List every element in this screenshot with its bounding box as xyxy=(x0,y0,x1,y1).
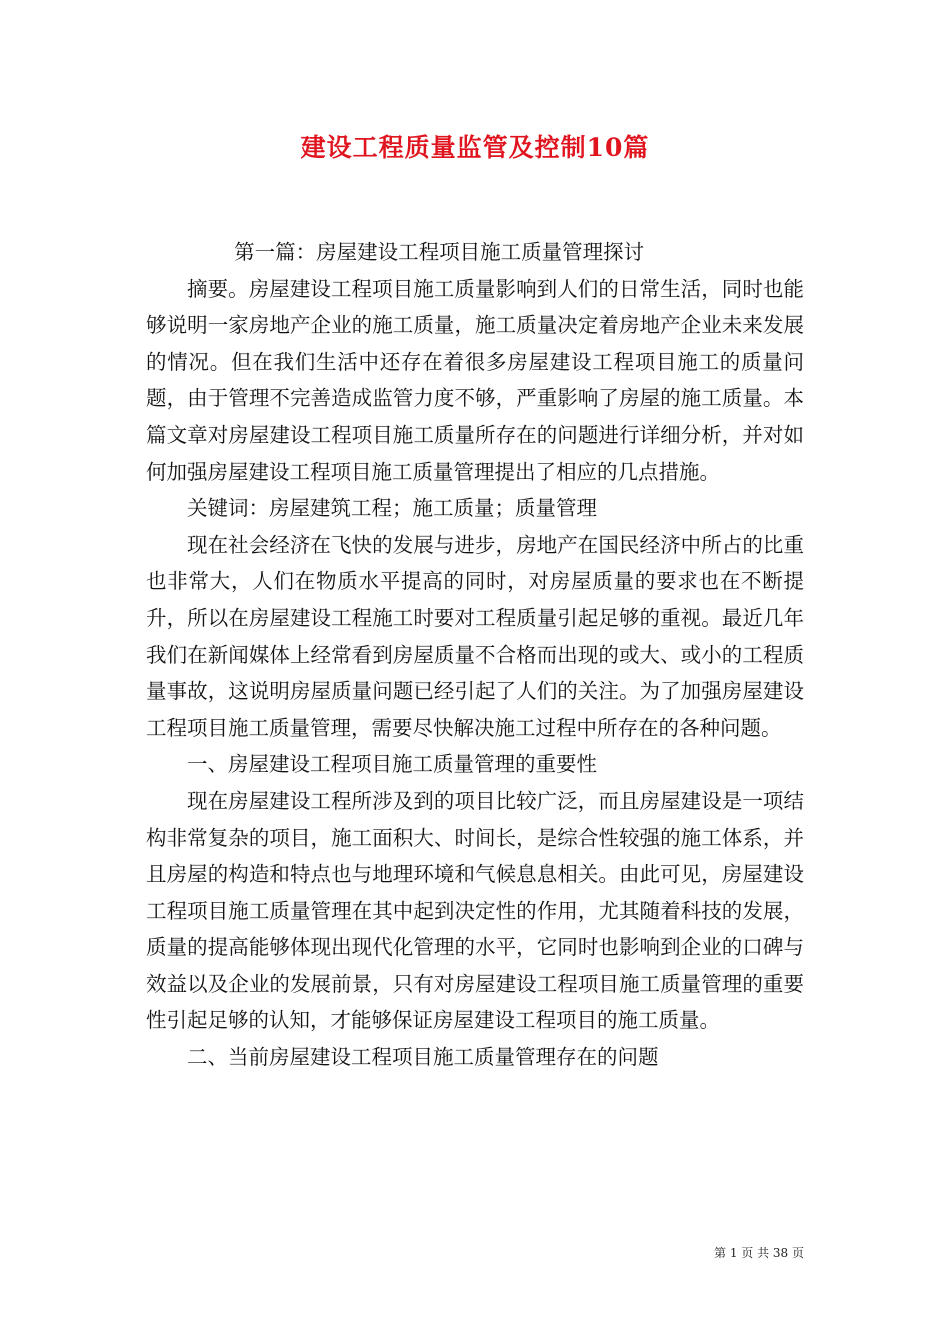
document-body xyxy=(146,234,804,1076)
section-heading-1: 一、房屋建设工程项目施工质量管理的重要性 xyxy=(187,752,597,777)
section-1-paragraph: 现在房屋建设工程所涉及到的项目比较广泛，而且房屋建设是一项结构非常复杂的项目，施工面积大、时间长，是综合性较强的施工体系，并且房屋的构造和特点也与地理环境和气候息息相关。由此可见，房屋建设工程项目施工质量管理在其中起到决定性的作用，尤其随着科技的发展，质量的提高能够体现出现代化管理的水平，它同时也影响到企业的口碑与效益以及企业的发展前景，只有对房屋建设工程项目施工质量管理的重要性引起足够的认知，才能够保证房屋建设工程项目的施工质量。 xyxy=(146,788,804,1033)
abstract-paragraph: 摘要。房屋建设工程项目施工质量影响到人们的日常生活，同时也能够说明一家房地产企业的施工质量，施工质量决定着房地产企业未来发展的情况。但在我们生活中还存在着很多房屋建设工程项目施工的质量问题，由于管理不完善造成监管力度不够，严重影响了房屋的施工质量。本篇文章对房屋建设工程项目施工质量所存在的问题进行详细分析，并对如何加强房屋建设工程项目施工质量管理提出了相应的几点措施。 xyxy=(146,276,804,484)
section-heading-2: 二、当前房屋建设工程项目施工质量管理存在的问题 xyxy=(187,1045,659,1070)
section-heading-chapter-1: 第一篇：房屋建设工程项目施工质量管理探讨 xyxy=(234,240,645,264)
keywords-paragraph: 关键词：房屋建筑工程；施工质量；质量管理 xyxy=(187,496,597,521)
page-number: 第 1 页 共 38 页 xyxy=(714,1246,804,1260)
intro-paragraph: 现在社会经济在飞快的发展与进步，房地产在国民经济中所占的比重也非常大，人们在物质水平提高的同时，对房屋质量的要求也在不断提升，所以在房屋建设工程施工时要对工程质量引起足够的重视。最近几年我们在新闻媒体上经常看到房屋质量不合格而出现的或大、或小的工程质量事故，这说明房屋质量问题已经引起了人们的关注。为了加强房屋建设工程项目施工质量管理，需要尽快解决施工过程中所存在的各种问题。 xyxy=(146,532,804,740)
document-title: 建设工程质量监管及控制10篇 xyxy=(300,133,650,162)
